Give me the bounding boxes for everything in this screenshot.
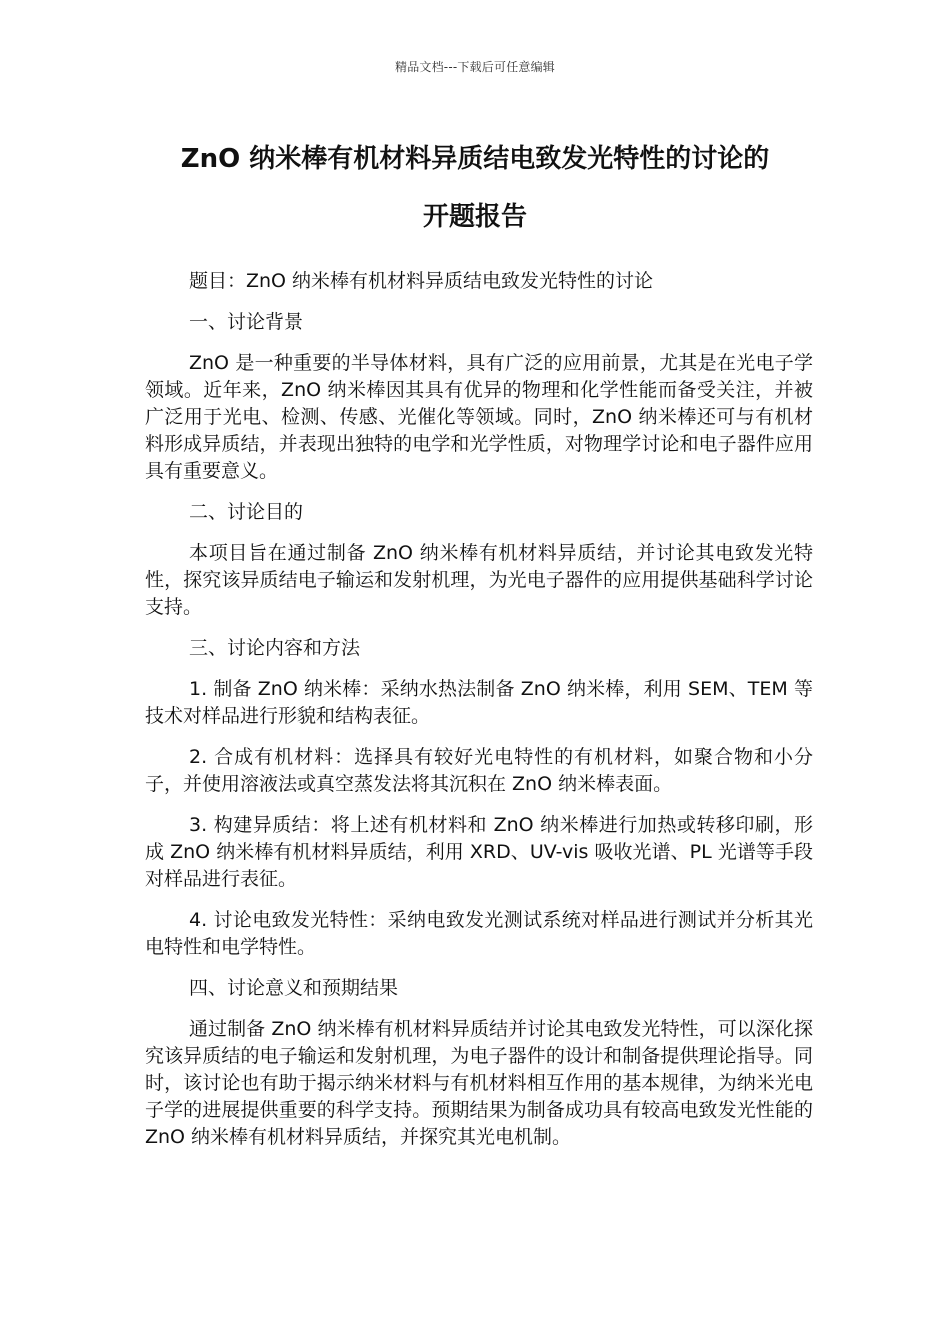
- background-paragraph: ZnO 是一种重要的半导体材料，具有广泛的应用前景，尤其是在光电子学领域。近年来，ZnO 纳米棒因其具有优异的物理和化学性能而备受关注，并被广泛用于光电、检测、传感、光催化等领域。同时，ZnO 纳米棒还可与有机材料形成异质结，并表现出独特的电学和光学性质，对物理学讨论和电子器件应用具有重要意义。: [145, 352, 813, 482]
- title-line-1: ZnO 纳米棒有机材料异质结电致发光特性的讨论的: [180, 144, 770, 174]
- method-item-1: 1. 制备 ZnO 纳米棒：采纳水热法制备 ZnO 纳米棒，利用 SEM、TEM 等技术对样品进行形貌和结构表征。: [145, 678, 813, 727]
- title-line-2: 开题报告: [422, 202, 527, 232]
- topic-line: 题目：ZnO 纳米棒有机材料异质结电致发光特性的讨论: [189, 270, 654, 292]
- section-heading-significance: 四、讨论意义和预期结果: [189, 977, 399, 999]
- section-heading-background: 一、讨论背景: [189, 311, 304, 333]
- method-item-3: 3. 构建异质结：将上述有机材料和 ZnO 纳米棒进行加热或转移印刷，形成 ZnO 纳米棒有机材料异质结，利用 XRD、UV-vis 吸收光谱、PL 光谱等手段对样品进行表征。: [145, 814, 813, 890]
- significance-paragraph: 通过制备 ZnO 纳米棒有机材料异质结并讨论其电致发光特性，可以深化探究该异质结的电子输运和发射机理，为电子器件的设计和制备提供理论指导。同时，该讨论也有助于揭示纳米材料与有机材料相互作用的基本规律，为纳米光电子学的进展提供重要的科学支持。预期结果为制备成功具有较高电致发光性能的 ZnO 纳米棒有机材料异质结，并探究其光电机制。: [145, 1018, 813, 1148]
- method-item-2: 2. 合成有机材料：选择具有较好光电特性的有机材料，如聚合物和小分子，并使用溶液法或真空蒸发法将其沉积在 ZnO 纳米棒表面。: [145, 746, 813, 795]
- header-note: 精品文档---下载后可任意编辑: [395, 60, 555, 74]
- document-title: [140, 130, 810, 246]
- section-heading-purpose: 二、讨论目的: [189, 501, 304, 523]
- document-body: [145, 268, 813, 1165]
- method-item-4: 4. 讨论电致发光特性：采纳电致发光测试系统对样品进行测试并分析其光电特性和电学特性。: [145, 909, 813, 958]
- purpose-paragraph: 本项目旨在通过制备 ZnO 纳米棒有机材料异质结，并讨论其电致发光特性，探究该异质结电子输运和发射机理，为光电子器件的应用提供基础科学讨论支持。: [145, 542, 813, 618]
- section-heading-methods: 三、讨论内容和方法: [189, 637, 361, 659]
